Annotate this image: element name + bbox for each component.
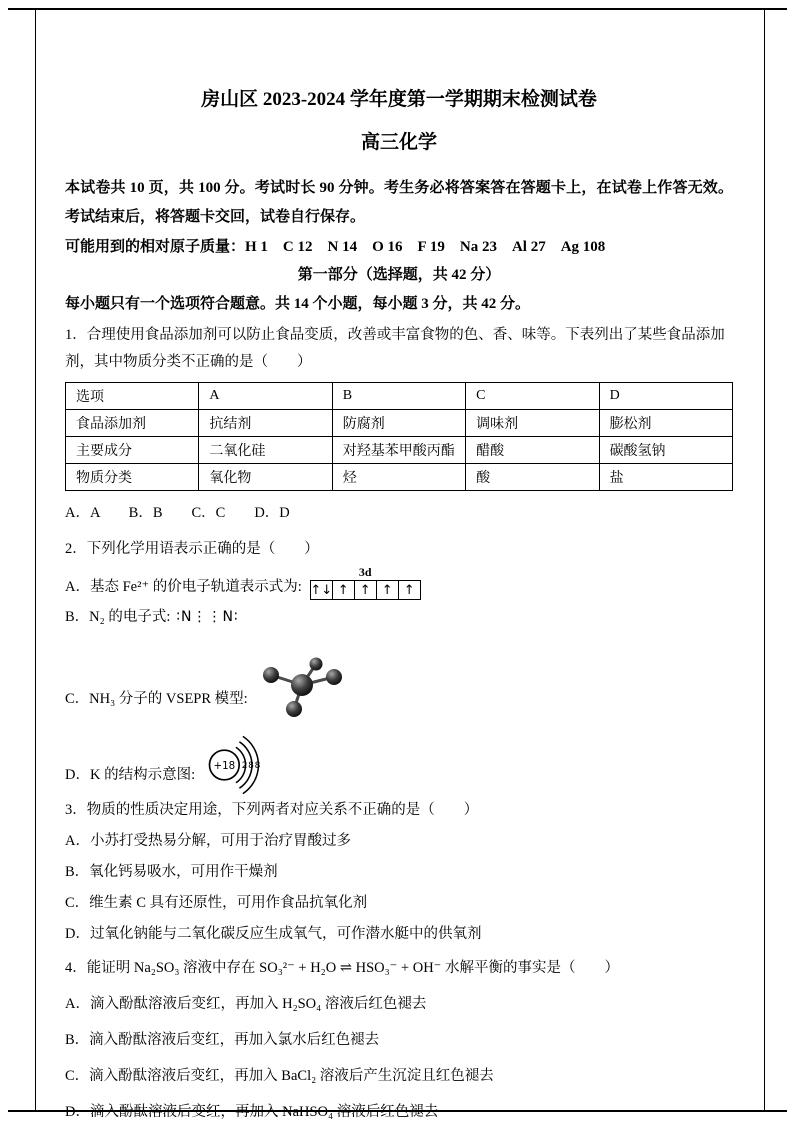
page-border-top <box>8 8 787 10</box>
table-cell: 食品添加剂 <box>66 409 199 436</box>
question-4-option: C．滴入酚酞溶液后变红，再加入 BaCl₂ 溶液后产生沉淀且红色褪去 <box>65 1067 494 1084</box>
table-header-cell: A <box>199 382 332 409</box>
question-2-option-d <box>65 729 733 789</box>
table-header-cell: B <box>332 382 465 409</box>
section-note: 每小题只有一个选项符合题意。共 14 个小题，每小题 3 分，共 42 分。 <box>65 295 531 312</box>
table-cell: 物质分类 <box>66 463 199 490</box>
page-border-left <box>35 8 36 1110</box>
question-2 <box>65 536 733 790</box>
question-2-option-a <box>65 566 733 600</box>
question-2-option-c <box>65 649 733 713</box>
table-cell: 醋酸 <box>466 436 599 463</box>
table-cell: 对羟基苯甲酸丙酯 <box>332 436 465 463</box>
orbital-diagram <box>310 566 421 600</box>
table-row <box>66 436 733 463</box>
table-header-cell: 选项 <box>66 382 199 409</box>
option-c-text: C．NH₃ 分子的 VSEPR 模型: <box>65 691 248 708</box>
orbital-cell: ↑ <box>398 580 421 600</box>
question-3-option: C．维生素 C 具有还原性，可用作食品抗氧化剂 <box>65 894 368 911</box>
question-3-option: A．小苏打受热易分解，可用于治疗胃酸过多 <box>65 833 351 850</box>
shell-electron-count: 2 <box>241 761 248 772</box>
additive-table <box>65 382 733 491</box>
table-cell: 膨松剂 <box>599 409 732 436</box>
atomic-structure-diagram <box>205 735 263 795</box>
table-cell: 盐 <box>599 463 732 490</box>
question-1-text: 1．合理使用食品添加剂可以防止食品变质，改善或丰富食物的色、香、味等。下表列出了某些食品添加剂，其中物质分类不正确的是（ ） <box>65 327 725 370</box>
table-cell: 调味剂 <box>466 409 599 436</box>
question-2-option-b <box>65 604 733 631</box>
question-3 <box>65 797 733 947</box>
question-3-text: 3．物质的性质决定用途，下列两者对应关系不正确的是（ ） <box>65 802 479 819</box>
table-cell: 碳酸氢钠 <box>599 436 732 463</box>
vsepr-model-image <box>258 655 346 719</box>
question-4-option: B．滴入酚酞溶液后变红，再加入氯水后红色褪去 <box>65 1031 380 1048</box>
electron-dot-formula: ∶N⋮⋮N∶ <box>176 609 239 626</box>
option-d-text: D．K 的结构示意图: <box>65 767 196 784</box>
table-header-cell: D <box>599 382 732 409</box>
exam-page <box>65 84 733 1125</box>
question-3-option: B．氧化钙易吸水，可用作干燥剂 <box>65 863 278 880</box>
table-row <box>66 463 733 490</box>
orbital-subshell-label: 3d <box>358 565 372 580</box>
orbital-cell: ↑↓ <box>310 580 333 600</box>
table-cell: 抗结剂 <box>199 409 332 436</box>
table-row <box>66 382 733 409</box>
shell-electron-count: 8 <box>254 761 261 772</box>
table-header-cell: C <box>466 382 599 409</box>
table-cell: 氧化物 <box>199 463 332 490</box>
question-1 <box>65 322 733 528</box>
table-row <box>66 409 733 436</box>
question-4 <box>65 955 733 1125</box>
table-cell: 主要成分 <box>66 436 199 463</box>
table-cell: 二氧化硅 <box>199 436 332 463</box>
orbital-cell: ↑ <box>354 580 377 600</box>
exam-instructions: 本试卷共 10 页，共 100 分。考试时长 90 分钟。考生务必将答案答在答题卡上，在试卷上作答无效。考试结束后，将答题卡交回，试卷自行保存。 <box>65 180 733 226</box>
shell-electron-count: 8 <box>248 761 255 772</box>
table-cell: 烃 <box>332 463 465 490</box>
question-3-option: D．过氧化钠能与二氧化碳反应生成氧气，可作潜水艇中的供氧剂 <box>65 925 482 942</box>
page-border-right <box>764 8 765 1110</box>
question-4-option: D．滴入酚酞溶液后变红，再加入 NaHSO₄ 溶液后红色褪去 <box>65 1103 439 1120</box>
table-cell: 酸 <box>466 463 599 490</box>
orbital-cell: ↑ <box>332 580 355 600</box>
atomic-mass-note: 可能用到的相对原子质量：H 1 C 12 N 14 O 16 F 19 Na 23 Al 27 Ag 108 <box>65 238 606 255</box>
exam-title: 房山区 2023-2024 学年度第一学期期末检测试卷 <box>201 89 597 110</box>
question-2-text: 2．下列化学用语表示正确的是（ ） <box>65 540 319 557</box>
table-cell: 防腐剂 <box>332 409 465 436</box>
question-1-answers: A．A B．B C．C D．D <box>65 504 290 521</box>
nucleus-charge-label: +18 <box>213 760 236 773</box>
option-b-text: B．N₂ 的电子式: <box>65 609 171 626</box>
orbital-cell: ↑ <box>376 580 399 600</box>
question-4-option: A．滴入酚酞溶液后变红，再加入 H₂SO₄ 溶液后红色褪去 <box>65 996 427 1013</box>
question-4-text: 4．能证明 Na₂SO₃ 溶液中存在 SO₃²⁻ + H₂O ⇌ HSO₃⁻ + OH⁻ 水解平衡的事实是（ ） <box>65 960 619 977</box>
exam-subject: 高三化学 <box>360 132 437 153</box>
section-heading: 第一部分（选择题，共 42 分） <box>297 267 501 283</box>
orbital-box-row <box>310 580 421 600</box>
option-a-text: A．基态 Fe²⁺ 的价电子轨道表示式为: <box>65 578 302 595</box>
